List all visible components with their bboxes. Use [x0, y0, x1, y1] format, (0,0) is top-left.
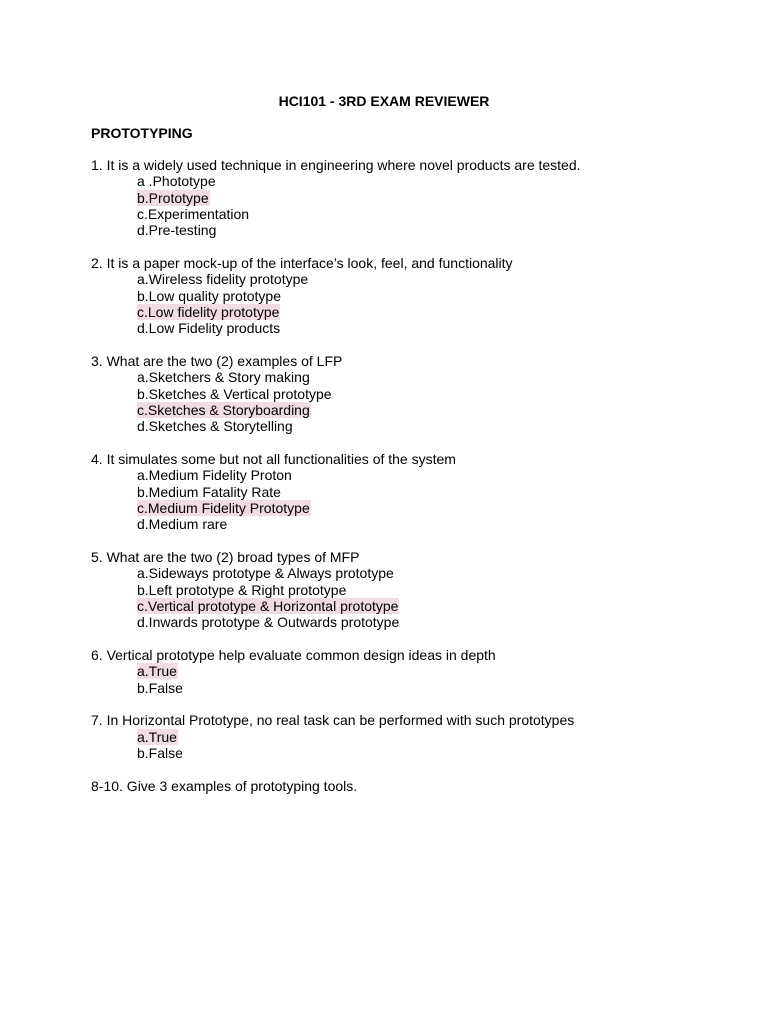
answer-option [137, 484, 731, 500]
answer-option-correct [137, 190, 731, 206]
answer-option [137, 516, 731, 532]
answer-option [137, 614, 731, 630]
answer-option [137, 173, 731, 189]
answer-option-label: b.Prototype [137, 189, 209, 206]
question-item [91, 778, 731, 794]
question-item [91, 353, 731, 434]
question-text: 2. It is a paper mock-up of the interface’s look, feel, and functionality [91, 254, 513, 271]
answer-option [137, 222, 731, 238]
question-item [91, 549, 731, 630]
section-heading: PROTOTYPING [91, 125, 193, 141]
answer-option [137, 565, 731, 581]
answer-option-label: d.Inwards prototype & Outwards prototype [137, 614, 400, 631]
answer-option-label: c.Medium Fidelity Prototype [137, 499, 310, 516]
answer-option [137, 320, 731, 336]
question-item [91, 712, 731, 761]
answer-option-label: b.False [137, 679, 183, 696]
answer-option-correct [137, 729, 731, 745]
question-item [91, 647, 731, 696]
question-text: 6. Vertical prototype help evaluate common design ideas in depth [91, 646, 496, 663]
answer-option-label: c.Low fidelity prototype [137, 303, 280, 320]
answer-option-correct [137, 500, 731, 516]
answer-option [137, 288, 731, 304]
answer-option-label: b.False [137, 744, 183, 761]
question-text: 3. What are the two (2) examples of LFP [91, 352, 343, 369]
answer-option [137, 745, 731, 761]
answer-options [91, 173, 731, 238]
answer-option-label: a .Phototype [137, 173, 216, 190]
answer-option [137, 467, 731, 483]
question-item [91, 451, 731, 532]
answer-options [91, 565, 731, 630]
question-item [91, 255, 731, 336]
answer-option-label: a.Wireless fidelity prototype [137, 271, 309, 288]
answer-option-label: a.True [137, 728, 177, 745]
answer-option-correct [137, 598, 731, 614]
answer-option [137, 418, 731, 434]
answer-option-label: b.Left prototype & Right prototype [137, 581, 347, 598]
answer-option [137, 582, 731, 598]
answer-option [137, 680, 731, 696]
answer-option [137, 386, 731, 402]
question-text: 1. It is a widely used technique in engineering where novel products are tested. [91, 157, 581, 173]
answer-option-label: a.True [137, 663, 177, 680]
answer-option-label: b.Low quality prototype [137, 287, 281, 304]
answer-options [91, 729, 731, 762]
question-text: 4. It simulates some but not all functionalities of the system [91, 450, 456, 467]
answer-option-correct [137, 304, 731, 320]
answer-option-label: a.Sideways prototype & Always prototype [137, 565, 394, 582]
answer-options [91, 369, 731, 434]
answer-option-label: d.Medium rare [137, 516, 228, 533]
answer-option [137, 206, 731, 222]
question-text: 8-10. Give 3 examples of prototyping tools. [91, 777, 358, 794]
answer-option [137, 369, 731, 385]
answer-options [91, 663, 731, 696]
question-list [91, 157, 731, 811]
answer-option-label: c.Vertical prototype & Horizontal prototype [137, 597, 399, 614]
answer-option-label: a.Sketchers & Story making [137, 369, 310, 386]
answer-options [91, 467, 731, 532]
page-title: HCI101 - 3RD EXAM REVIEWER [278, 93, 490, 109]
answer-option-label: d.Low Fidelity products [137, 320, 281, 337]
answer-option-label: b.Sketches & Vertical prototype [137, 385, 332, 402]
answer-option-correct [137, 402, 731, 418]
question-text: 7. In Horizontal Prototype, no real task can be performed with such prototypes [91, 712, 575, 729]
answer-option-label: d.Pre-testing [137, 222, 217, 239]
question-item [91, 157, 731, 238]
answer-option-correct [137, 663, 731, 679]
answer-option-label: c.Experimentation [137, 205, 250, 222]
answer-option-label: b.Medium Fatality Rate [137, 483, 281, 500]
answer-option [137, 271, 731, 287]
question-text: 5. What are the two (2) broad types of MFP [91, 548, 360, 565]
answer-option-label: d.Sketches & Storytelling [137, 418, 293, 435]
answer-option-label: c.Sketches & Storyboarding [137, 401, 310, 418]
answer-option-label: a.Medium Fidelity Proton [137, 467, 292, 484]
answer-options [91, 271, 731, 336]
